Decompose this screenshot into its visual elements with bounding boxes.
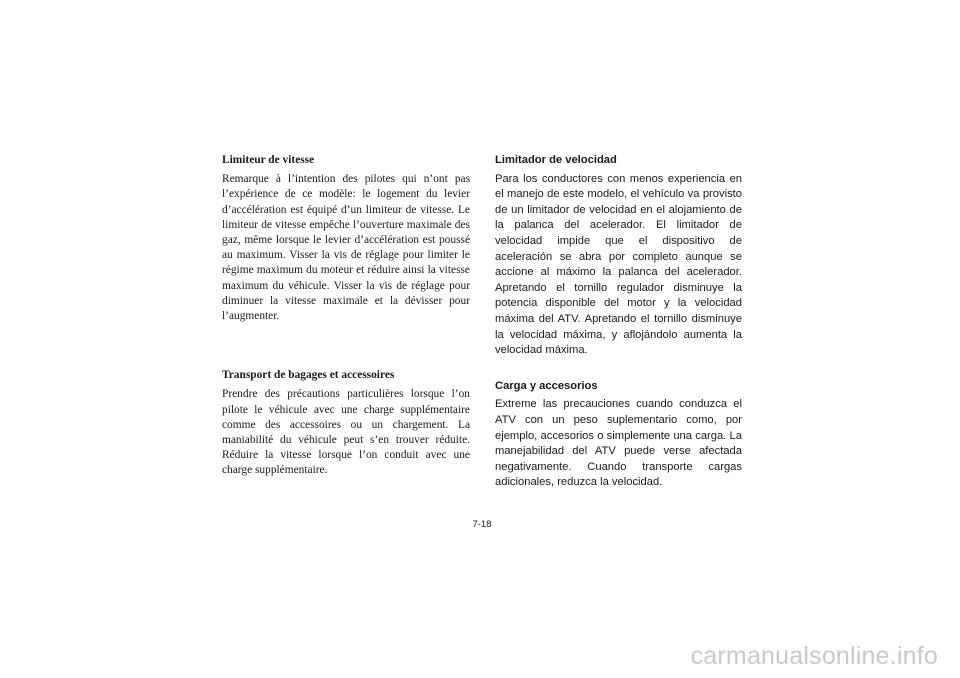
section-speed-limiter-es xyxy=(495,153,742,359)
paragraph-speed-limiter-fr: Remarque à l’intention des pilotes qui n’ont pas l’expérience de ce modèle: le logement du levier d’accélération est équipé d’un limiteur de vitesse. Le limiteur de vitesse empêche l’ouverture maximale des gaz, même lorsque le levier d’accélération est poussé au maximum. Visser la vis de réglage pour limiter le régime maximum du moteur et réduire ainsi la vitesse maximum du véhicule. Visser la vis de réglage pour diminuer la vitesse maximale et la dévisser pour l’augmenter. xyxy=(222,173,470,323)
heading-speed-limiter-es: Limitador de velocidad xyxy=(495,154,617,166)
watermark: carmanualsonline.info xyxy=(690,642,938,670)
section-speed-limiter-fr xyxy=(222,153,470,324)
page-number xyxy=(0,519,960,530)
paragraph-cargo-es: Extreme las precauciones cuando conduzca el ATV con un peso suplementario como, por ejemplo, accesorios o simplemente una carga. La manejabilidad del ATV puede verse afectada negativamente. Cuando transporte cargas adicionales, reduzca la velocidad. xyxy=(495,398,742,489)
page-number-text: 7-18 xyxy=(472,519,492,530)
spanish-column xyxy=(495,153,742,491)
heading-speed-limiter-fr: Limiteur de vitesse xyxy=(222,154,315,166)
section-cargo-es xyxy=(495,379,742,491)
paragraph-cargo-fr: Prendre des précautions particulières lorsque l’on pilote le véhicule avec une charge supplémentaire comme des accessoires ou un chargement. La maniabilité du véhicule peut s’en trouver réduite. Réduire la vitesse lorsque l’on conduit avec une charge supplémentaire. xyxy=(222,388,470,477)
paragraph-speed-limiter-es: Para los conductores con menos experiencia en el manejo de este modelo, el vehículo va provisto de un limitador de velocidad en el alojamiento de la palanca del acelerador. El limitador de velocidad impide que el dispositivo de aceleración se abra por completo aunque se accione al máximo la palanca del acelerador. Apretando el tornillo regulador disminuye la potencia disponible del motor y la velocidad máxima del ATV. Apretando el tornillo disminuye la velocidad máxima, y aflojándolo aumenta la velocidad máxima. xyxy=(495,172,742,357)
french-column xyxy=(222,153,470,479)
heading-cargo-es: Carga y accesorios xyxy=(495,379,598,392)
heading-cargo-fr: Transport de bagages et accessoires xyxy=(222,369,395,382)
section-cargo-fr xyxy=(222,368,470,478)
